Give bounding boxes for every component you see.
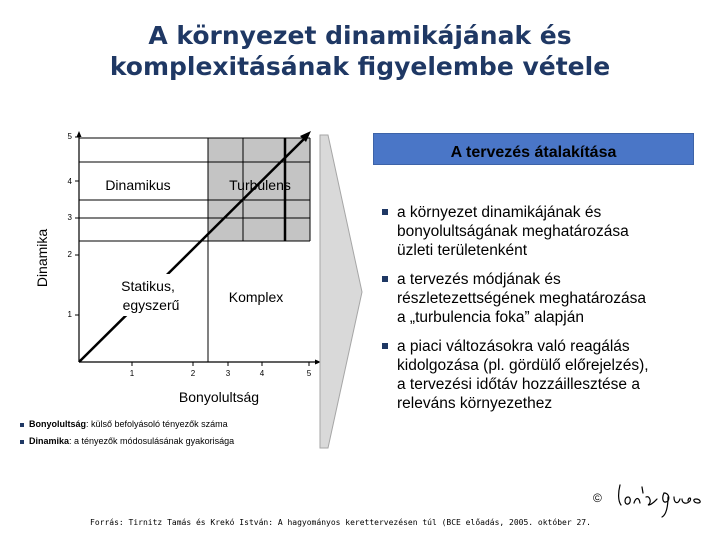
bullet-list xyxy=(380,203,700,423)
quadrant-label-complex: Komplex xyxy=(228,289,284,305)
bullet-item-3 xyxy=(380,337,700,413)
bullet-2-line-3: a „turbulencia foka” alapján xyxy=(397,309,584,326)
y-ticks xyxy=(68,132,79,319)
y-tick-label-3: 3 xyxy=(67,213,72,222)
panel-header: A tervezés átalakítása xyxy=(373,133,694,165)
diagonal-line xyxy=(79,135,308,362)
transition-arrow xyxy=(320,135,362,448)
y-axis-arrowhead xyxy=(77,131,82,137)
x-ticks xyxy=(130,362,312,378)
copyright-symbol: © xyxy=(593,491,602,505)
bullet-item-1 xyxy=(380,203,700,260)
legend-term-complexity: Bonyolultság xyxy=(29,419,87,429)
quadrant-label-turbulent: Turbulens xyxy=(229,177,291,193)
legend-term-dynamics: Dinamika xyxy=(29,436,70,446)
legend-bullet-icon xyxy=(20,440,24,444)
bullet-3-line-4: releváns környezethez xyxy=(397,395,553,412)
y-tick-label-5: 5 xyxy=(67,132,72,141)
bullet-3-line-1: a piaci változásokra való reagálás xyxy=(397,338,630,355)
slide-title-line-2: komplexitásának figyelembe vétele xyxy=(109,52,611,81)
bullet-item-2 xyxy=(380,270,700,327)
legend-item-complexity xyxy=(20,418,228,430)
x-tick-label-3: 3 xyxy=(225,369,231,378)
bullet-3-line-3: a tervezési időtáv hozzáillesztése a xyxy=(397,376,640,393)
legend-item-dynamics xyxy=(20,435,234,447)
x-tick-label-1: 1 xyxy=(129,369,135,378)
legend-bullet-icon xyxy=(20,423,24,427)
y-tick-label-2: 2 xyxy=(67,250,72,259)
x-tick-label-4: 4 xyxy=(259,369,265,378)
x-tick-label-2: 2 xyxy=(190,369,196,378)
bullet-2-line-1: a tervezés módjának és xyxy=(397,271,561,288)
bullet-square-icon xyxy=(382,209,388,215)
y-tick-label-1: 1 xyxy=(67,310,72,319)
bullet-square-icon xyxy=(382,343,388,349)
bullet-3-line-2: kidolgozása (pl. gördülő előrejelzés), xyxy=(397,357,649,374)
y-tick-label-4: 4 xyxy=(67,177,72,186)
bullet-2-line-2: részletezettségének meghatározása xyxy=(397,290,647,307)
y-axis-title: Dinamika xyxy=(34,228,50,288)
x-axis-title: Bonyolultság xyxy=(178,389,260,405)
source-citation: Forrás: Tirnitz Tamás és Krekó István: A hagyományos kerettervezésen túl (BCE előadás, 2005. október 27. xyxy=(90,518,591,527)
quadrant-label-dynamic: Dinamikus xyxy=(105,177,171,193)
legend-definition-dynamics: : a tényezők módosulásának gyakorisága xyxy=(69,436,235,446)
bullet-square-icon xyxy=(382,276,388,282)
quadrant-label-static-2: egyszerű xyxy=(122,297,180,313)
bullet-1-line-1: a környezet dinamikájának és xyxy=(397,204,602,221)
bullet-1-line-2: bonyolultságának meghatározása xyxy=(397,223,629,240)
bullet-1-line-3: üzleti területenként xyxy=(397,242,528,259)
handwritten-signature xyxy=(612,475,712,520)
x-tick-label-5: 5 xyxy=(306,369,312,378)
legend-definition-complexity: : külső befolyásoló tényezők száma xyxy=(86,419,228,429)
slide-title-line-1: A környezet dinamikájának és xyxy=(148,21,572,50)
quadrant-label-static-1: Statikus, xyxy=(121,278,175,294)
